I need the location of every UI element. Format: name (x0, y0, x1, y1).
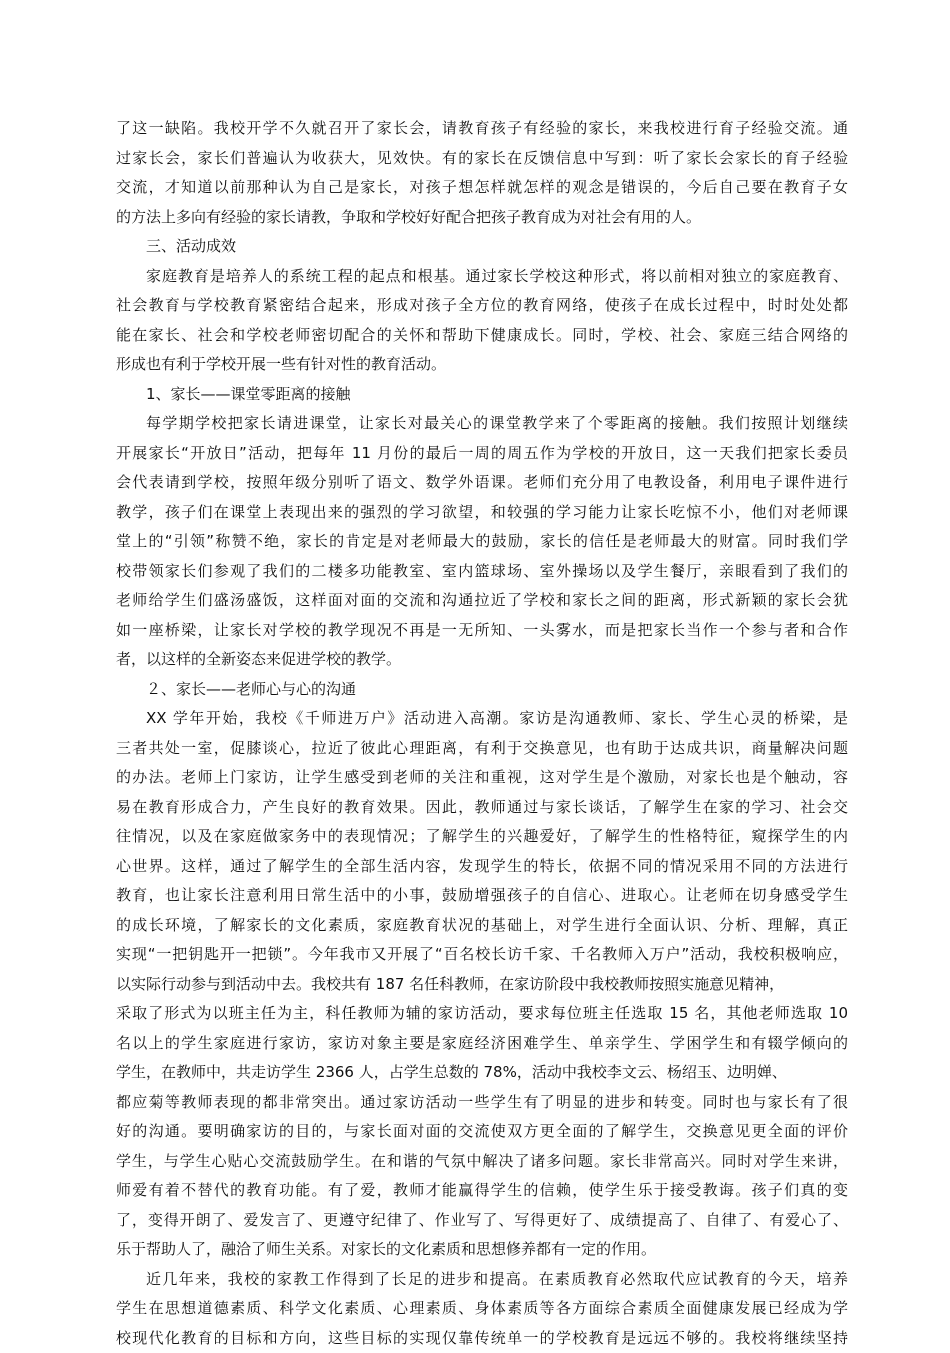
text-line: 形成也有利于学校开展一些有针对性的教育活动。 (116, 350, 848, 380)
text-line: 近几年来，我校的家教工作得到了长足的进步和提高。在素质教育必然取代应试教育的今天，培养 (116, 1265, 848, 1295)
text-line: 师爱有着不替代的教育功能。有了爱，教师才能赢得学生的信赖，使学生乐于接受教诲。孩子们真的变 (116, 1176, 848, 1206)
text-line: 以实际行动参与到活动中去。我校共有 187 名任科教师，在家访阶段中我校教师按照实施意见精神， (116, 970, 848, 1000)
text-line: 都应菊等教师表现的都非常突出。通过家访活动一些学生有了明显的进步和转变。同时也与家长有了很 (116, 1088, 848, 1118)
text-line: 每学期学校把家长请进课堂，让家长对最关心的课堂教学来了个零距离的接触。我们按照计划继续 (116, 409, 848, 439)
text-line: 易在教育形成合力，产生良好的教育效果。因此，教师通过与家长谈话，了解学生在家的学习、社会交 (116, 793, 848, 823)
text-line: 老师给学生们盛汤盛饭，这样面对面的交流和沟通拉近了学校和家长之间的距离，形式新颖的家长会犹 (116, 586, 848, 616)
text-line: 社会教育与学校教育紧密结合起来，形成对孩子全方位的教育网络，使孩子在成长过程中，时时处处都 (116, 291, 848, 321)
text-line: 三、活动成效 (116, 232, 848, 262)
text-line: 堂上的“引领”称赞不绝，家长的肯定是对老师最大的鼓励，家长的信任是老师最大的财富。同时我们学 (116, 527, 848, 557)
text-line: 学生，与学生心贴心交流鼓励学生。在和谐的气氛中解决了诸多问题。家长非常高兴。同时对学生来讲， (116, 1147, 848, 1177)
text-line: 的成长环境，了解家长的文化素质，家庭教育状况的基础上，对学生进行全面认识、分析、理解，真正 (116, 911, 848, 941)
text-line: 家庭教育是培养人的系统工程的起点和根基。通过家长学校这种形式，将以前相对独立的家庭教育、 (116, 262, 848, 292)
document-body (116, 114, 848, 1353)
text-line: 1、家长——课堂零距离的接触 (116, 380, 848, 410)
text-line: 学生，在教师中，共走访学生 2366 人，占学生总数的 78%，活动中我校李文云、杨绍玉、边明婵、 (116, 1058, 848, 1088)
text-line: 交流，才知道以前那种认为自己是家长，对孩子想怎样就怎样的观念是错误的，今后自己要在教育子女 (116, 173, 848, 203)
text-line: 名以上的学生家庭进行家访，家访对象主要是家庭经济困难学生、单亲学生、学困学生和有辍学倾向的 (116, 1029, 848, 1059)
text-line: 教学，孩子们在课堂上表现出来的强烈的学习欲望，和较强的学习能力让家长吃惊不小，他们对老师课 (116, 498, 848, 528)
text-line: 实现“一把钥匙开一把锁”。今年我市又开展了“百名校长访千家、千名教师入万户”活动，我校积极响应， (116, 940, 848, 970)
text-line: 了，变得开朗了、爱发言了、更遵守纪律了、作业写了、写得更好了、成绩提高了、自律了、有爱心了、 (116, 1206, 848, 1236)
text-line: 教育，也让家长注意利用日常生活中的小事，鼓励增强孩子的自信心、进取心。让老师在切身感受学生 (116, 881, 848, 911)
text-line: 校现代化教育的目标和方向，这些目标的实现仅靠传统单一的学校教育是远远不够的。我校将继续坚持 (116, 1324, 848, 1353)
text-line: 学生在思想道德素质、科学文化素质、心理素质、身体素质等各方面综合素质全面健康发展已经成为学 (116, 1294, 848, 1324)
text-line: 校带领家长们参观了我们的二楼多功能教室、室内篮球场、室外操场以及学生餐厅，亲眼看到了我们的 (116, 557, 848, 587)
text-line: 三者共处一室，促膝谈心，拉近了彼此心理距离，有利于交换意见，也有助于达成共识，商量解决问题 (116, 734, 848, 764)
text-line: 采取了形式为以班主任为主，科任教师为辅的家访活动，要求每位班主任选取 15 名，其他老师选取 10 (116, 999, 848, 1029)
text-line: 的办法。老师上门家访，让学生感受到老师的关注和重视，这对学生是个激励，对家长也是个触动，容 (116, 763, 848, 793)
text-line: XX 学年开始，我校《千师进万户》活动进入高潮。家访是沟通教师、家长、学生心灵的桥梁，是 (116, 704, 848, 734)
text-line: 过家长会，家长们普遍认为收获大，见效快。有的家长在反馈信息中写到：听了家长会家长的育子经验 (116, 144, 848, 174)
text-line: 往情况，以及在家庭做家务中的表现情况；了解学生的兴趣爱好，了解学生的性格特征，窥探学生的内 (116, 822, 848, 852)
text-line: 心世界。这样，通过了解学生的全部生活内容，发现学生的特长，依据不同的情况采用不同的方法进行 (116, 852, 848, 882)
text-line: 的方法上多向有经验的家长请教，争取和学校好好配合把孩子教育成为对社会有用的人。 (116, 203, 848, 233)
text-line: 会代表请到学校，按照年级分别听了语文、数学外语课。老师们充分用了电教设备，利用电子课件进行 (116, 468, 848, 498)
text-line: 了这一缺陷。我校开学不久就召开了家长会，请教育孩子有经验的家长，来我校进行育子经验交流。通 (116, 114, 848, 144)
text-line: 者，以这样的全新姿态来促进学校的教学。 (116, 645, 848, 675)
text-line: 如一座桥梁，让家长对学校的教学现况不再是一无所知、一头雾水，而是把家长当作一个参与者和合作 (116, 616, 848, 646)
text-line: 乐于帮助人了，融洽了师生关系。对家长的文化素质和思想修养都有一定的作用。 (116, 1235, 848, 1265)
text-line: ２、家长——老师心与心的沟通 (116, 675, 848, 705)
text-line: 开展家长“开放日”活动，把每年 11 月份的最后一周的周五作为学校的开放日，这一天我们把家长委员 (116, 439, 848, 469)
text-line: 能在家长、社会和学校老师密切配合的关怀和帮助下健康成长。同时，学校、社会、家庭三结合网络的 (116, 321, 848, 351)
text-line: 好的沟通。要明确家访的目的，与家长面对面的交流使双方更全面的了解学生，交换意见更全面的评价 (116, 1117, 848, 1147)
